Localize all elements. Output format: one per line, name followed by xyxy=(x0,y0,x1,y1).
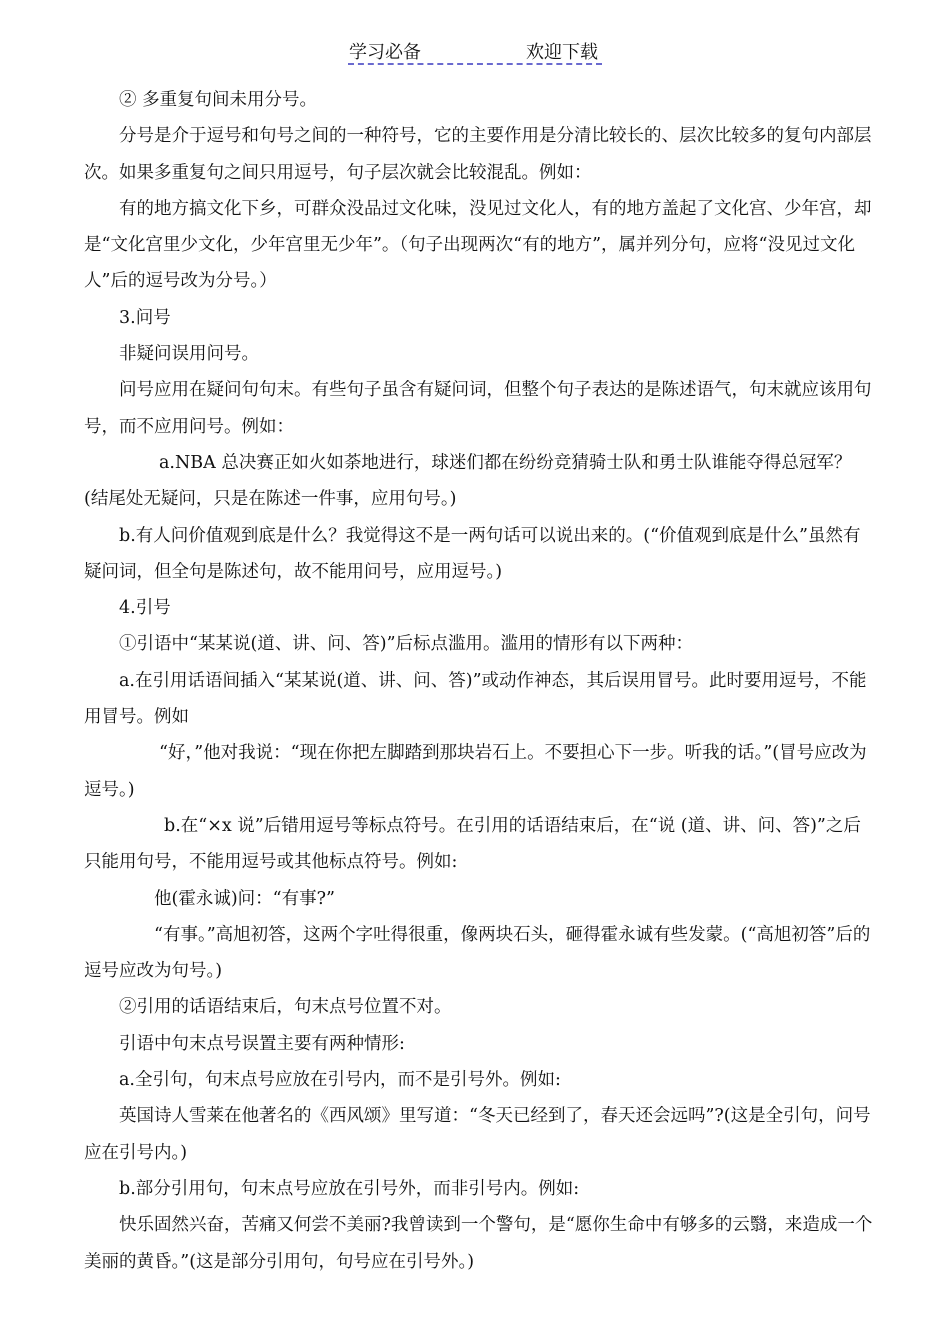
header-left-text: 学习必备 xyxy=(349,42,421,63)
paragraph: 分号是介于逗号和句号之间的一种符号，它的主要作用是分清比较长的、层次比较多的复句内部层次。如果多重复句之间只用逗号，句子层次就会比较混乱。例如： xyxy=(84,126,872,183)
example-paragraph: b.有人问价值观到底是什么？我觉得这不是一两句话可以说出来的。(“价值观到底是什么”虽然有疑问词，但全句是陈述句，故不能用问号，应用逗号。) xyxy=(84,525,861,582)
paragraph: 引语中句末点号误置主要有两种情形: xyxy=(119,1033,405,1054)
section-heading: 3.问号 xyxy=(119,307,171,328)
paragraph: ② 多重复句间未用分号。 xyxy=(119,90,318,110)
header-right-text: 欢迎下载 xyxy=(526,42,598,63)
example-paragraph: 他(霍永诚)问：“有事?” xyxy=(154,888,335,909)
header-dashed-rule xyxy=(348,63,602,65)
paragraph: a.在引用话语间插入“某某说(道、讲、问、答)”或动作神态，其后误用冒号。此时要用逗号，不能用冒号。例如 xyxy=(84,670,867,728)
paragraph: 问号应用在疑问句句末。有些句子虽含有疑问词，但整个句子表达的是陈述语气，句末就应该用句号，而不应用问号。例如： xyxy=(84,380,872,437)
example-paragraph: “有事。”高旭初答，这两个字吐得很重，像两块石头，砸得霍永诚有些发蒙。(“高旭初答”后的逗号应改为句号。) xyxy=(84,924,871,982)
paragraph: ①引语中“某某说(道、讲、问、答)”后标点滥用。滥用的情形有以下两种： xyxy=(119,634,694,655)
page-header xyxy=(0,38,950,68)
example-paragraph: 快乐固然兴奋，苦痛又何尝不美丽?我曾读到一个警句，是“愿你生命中有够多的云翳，来造成一个美丽的黄昏。”(这是部分引用句，句号应在引号外。) xyxy=(84,1215,873,1272)
example-paragraph: 英国诗人雪莱在他著名的《西风颂》里写道：“冬天已经到了，春天还会远吗”?(这是全引句，问号应在引号内。) xyxy=(84,1106,871,1163)
paragraph: ②引用的话语结束后，句末点号位置不对。 xyxy=(119,997,452,1018)
paragraph: 非疑问误用问号。 xyxy=(119,344,259,365)
document-body xyxy=(84,82,874,1280)
example-paragraph: “好，”他对我说：“现在你把左脚踏到那块岩石上。不要担心下一步。听我的话。”(冒号应改为逗号。) xyxy=(84,743,867,800)
paragraph: 有的地方搞文化下乡，可群众没品过文化味，没见过文化人，有的地方盖起了文化宫、少年宫，却是“文化宫里少文化，少年宫里无少年”。（句子出现两次“有的地方”，属并列分句，应将“没见过文化人”后的逗号改为分号。） xyxy=(84,198,872,292)
section-heading: 4.引号 xyxy=(119,598,171,619)
example-paragraph: a.NBA 总决赛正如火如荼地进行，球迷们都在纷纷竞猜骑士队和勇士队谁能夺得总冠军？(结尾处无疑问，只是在陈述一件事，应用句号。) xyxy=(84,452,852,510)
paragraph: a.全引句，句末点号应放在引号内，而不是引号外。例如: xyxy=(119,1070,561,1091)
paragraph: b.部分引用句，句末点号应放在引号外，而非引号内。例如: xyxy=(119,1178,580,1199)
paragraph: b.在“×x 说”后错用逗号等标点符号。在引用的话语结束后，在“说 (道、讲、问、答)”之后只能用句号，不能用逗号或其他标点符号。例如: xyxy=(84,815,861,873)
